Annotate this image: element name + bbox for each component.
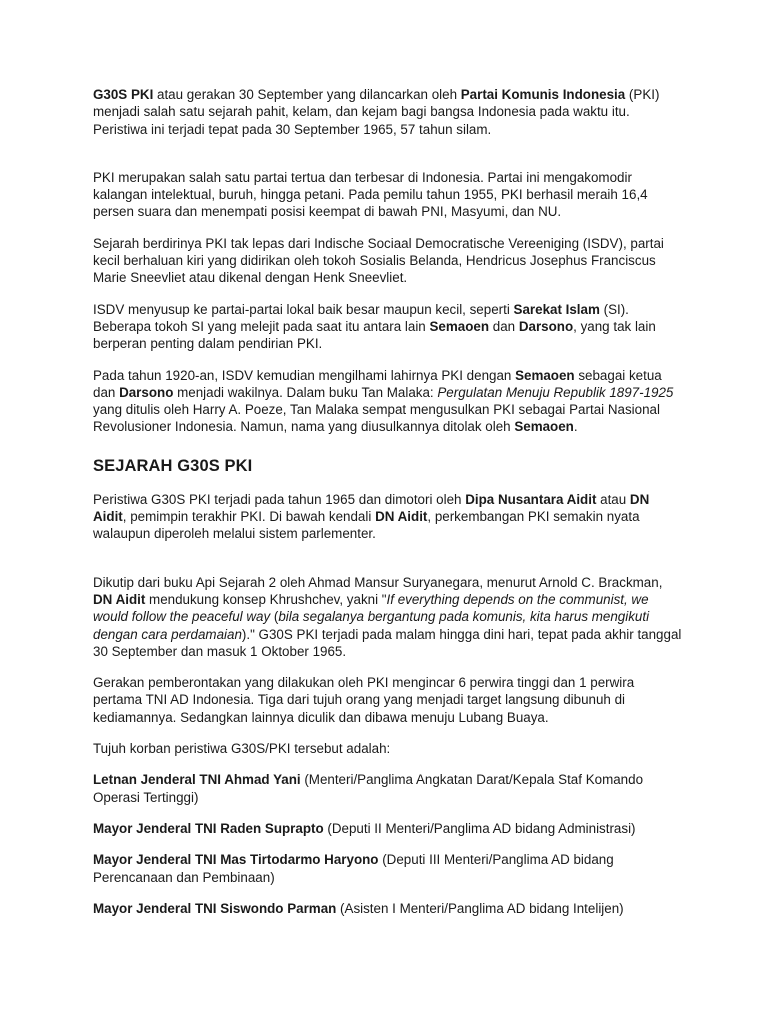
- bold-text: Letnan Jenderal TNI Ahmad Yani: [93, 772, 301, 788]
- bold-text: Semaoen: [515, 367, 575, 383]
- bold-text: DN Aidit: [375, 509, 428, 525]
- bold-text: Mayor Jenderal TNI Raden Suprapto: [93, 820, 324, 836]
- italic-text: Pergulatan Menuju Republik 1897-1925: [437, 384, 674, 400]
- bold-text: Mayor Jenderal TNI Siswondo Parman: [93, 900, 337, 916]
- bold-text: Sarekat Islam: [513, 301, 600, 317]
- victim-item: Letnan Jenderal TNI Ahmad Yani (Menteri/Panglima Angkatan Darat/Kepala Staf Komando Operasi Tertinggi): [93, 772, 644, 805]
- section-heading: SEJARAH G30S PKI: [93, 456, 253, 475]
- paragraph-pki-history: PKI merupakan salah satu partai tertua dan terbesar di Indonesia. Partai ini mengakomodir kalangan intelektual, buruh, hingga petani. Pada pemilu tahun 1955, PKI berhasil meraih 16,4 persen suara dan menempati posisi keempat di bawah PNI, Masyumi, dan NU.: [93, 169, 648, 220]
- paragraph-dn-aidit: Peristiwa G30S PKI terjadi pada tahun 1965 dan dimotori oleh Dipa Nusantara Aidit atau DN Aidit, pemimpin terakhir PKI. Di bawah kendali DN Aidit, perkembangan PKI semakin nyata walaupun diperoleh melalui sistem parlementer.: [93, 491, 650, 542]
- bold-text: G30S PKI: [93, 87, 154, 102]
- bold-text: DN Aidit: [93, 591, 146, 607]
- bold-text: Darsono: [518, 318, 574, 334]
- victim-item: Mayor Jenderal TNI Siswondo Parman (Asisten I Menteri/Panglima AD bidang Intelijen): [93, 900, 624, 916]
- italic-text: If everything depends on the communist, we would follow the peaceful way: [93, 591, 649, 625]
- paragraph-isdv-infiltration: ISDV menyusup ke partai-partai lokal baik besar maupun kecil, seperti Sarekat Islam (SI). Beberapa tokoh SI yang melejit pada saat itu antara lain Semaoen dan Darsono, yang tak lain berperan penting dalam pendirian PKI.: [93, 301, 656, 352]
- bold-text: Semaoen: [514, 419, 574, 435]
- document-body: [93, 86, 683, 931]
- victim-item: Mayor Jenderal TNI Mas Tirtodarmo Haryono (Deputi III Menteri/Panglima AD bidang Perencanaan dan Pembinaan): [93, 852, 614, 885]
- bold-text: DN Aidit: [93, 491, 650, 525]
- paragraph-isdv-origin: Sejarah berdirinya PKI tak lepas dari Indische Sociaal Democratische Vereeniging (ISDV), partai kecil berhaluan kiri yang didirikan oleh tokoh Sosialis Belanda, Hendricus Josephus Franciscus Marie Sneevliet atau dikenal dengan Henk Sneevliet.: [93, 235, 664, 286]
- victim-item: Mayor Jenderal TNI Raden Suprapto (Deputi II Menteri/Panglima AD bidang Administrasi): [93, 820, 636, 836]
- paragraph-intro: G30S PKI atau gerakan 30 September yang dilancarkan oleh Partai Komunis Indonesia (PKI) menjadi salah satu sejarah pahit, kelam, dan kejam bagi bangsa Indonesia pada waktu itu. Peristiwa ini terjadi tepat pada 30 September 1965, 57 tahun silam.: [93, 87, 660, 137]
- paragraph-victims-intro: Tujuh korban peristiwa G30S/PKI tersebut adalah:: [93, 741, 391, 757]
- bold-text: Dipa Nusantara Aidit: [465, 491, 597, 507]
- paragraph-brackman-quote: Dikutip dari buku Api Sejarah 2 oleh Ahmad Mansur Suryanegara, menurut Arnold C. Brackman, DN Aidit mendukung konsep Khrushchev, yakni "If everything depends on the communist, we would follow the peaceful way (bila segalanya bergantung pada komunis, kita harus mengikuti dengan cara perdamaian)." G30S PKI terjadi pada malam hingga dini hari, tepat pada akhir tanggal 30 September dan masuk 1 Oktober 1965.: [93, 574, 682, 659]
- bold-text: Partai Komunis Indonesia: [460, 87, 626, 102]
- italic-text: bila segalanya bergantung pada komunis, kita harus mengikuti dengan cara perdamaian: [93, 609, 650, 642]
- bold-text: Mayor Jenderal TNI Mas Tirtodarmo Haryono: [93, 852, 379, 868]
- paragraph-rebellion: Gerakan pemberontakan yang dilakukan oleh PKI mengincar 6 perwira tinggi dan 1 perwira pertama TNI AD Indonesia. Tiga dari tujuh orang yang menjadi target langsung dibunuh di kediamannya. Sedangkan lainnya diculik dan dibawa menuju Lubang Buaya.: [93, 675, 635, 725]
- bold-text: Semaoen: [429, 318, 490, 334]
- paragraph-pki-birth: Pada tahun 1920-an, ISDV kemudian mengilhami lahirnya PKI dengan Semaoen sebagai ketua dan Darsono menjadi wakilnya. Dalam buku Tan Malaka: Pergulatan Menuju Republik 1897-1925 yang ditulis oleh Harry A. Poeze, Tan Malaka sempat mengusulkan PKI sebagai Partai Nasional Revolusioner Indonesia. Namun, nama yang diusulkannya ditolak oleh Semaoen.: [93, 367, 674, 435]
- bold-text: Darsono: [119, 384, 174, 400]
